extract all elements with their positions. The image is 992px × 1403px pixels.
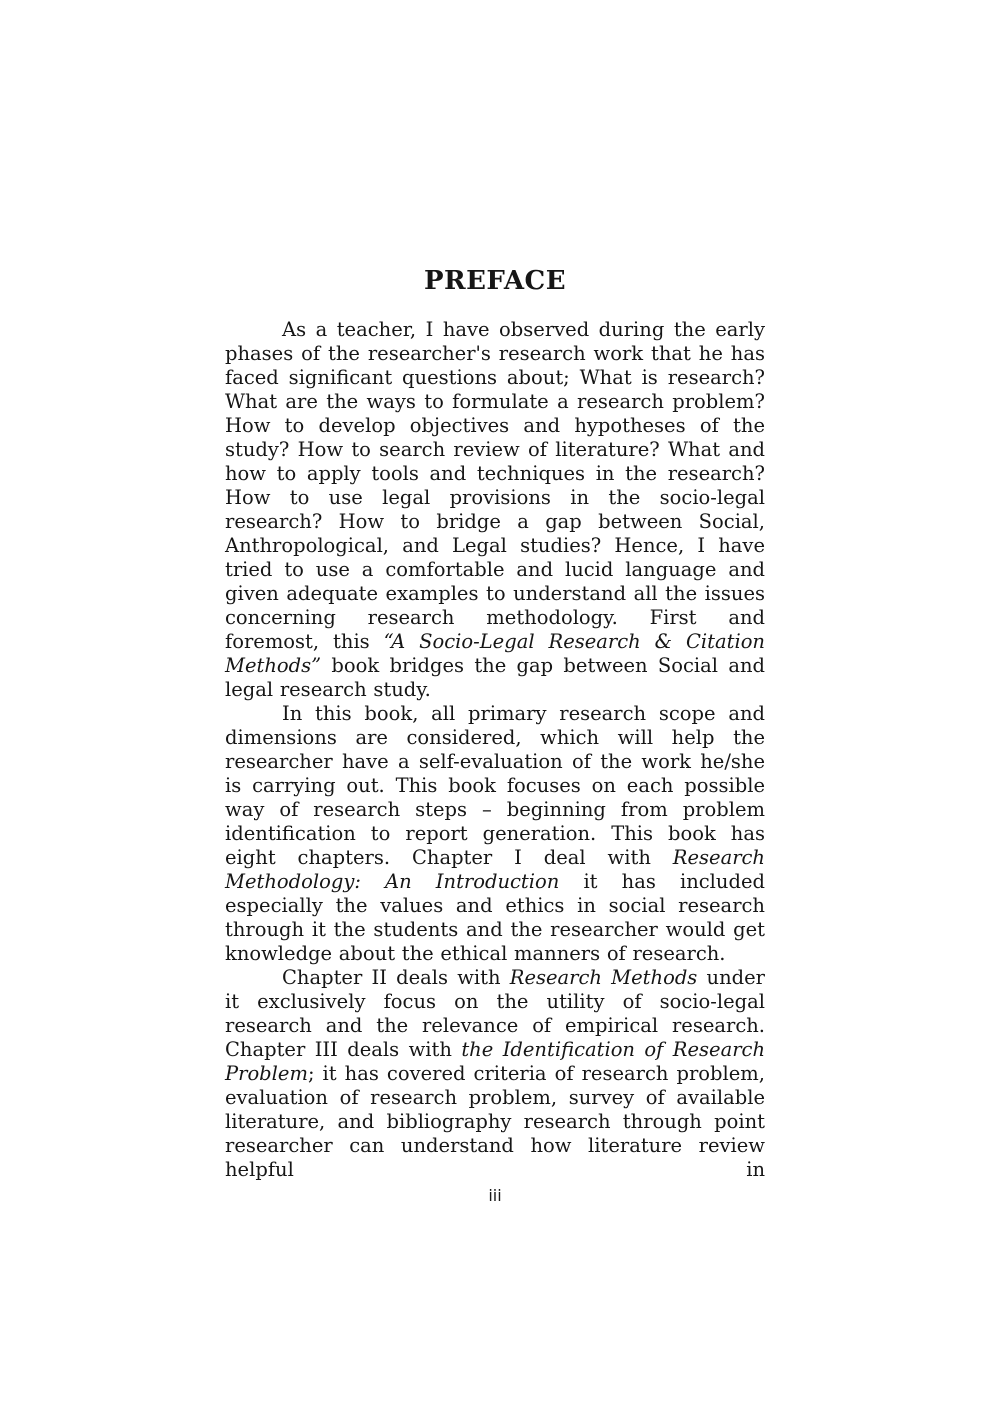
page-number: iii [488,1186,502,1205]
text-run: As a teacher, I have observed during the early phases of the researcher's research work that he has faced significant questions about; What is research? What are the ways to formulate a research problem? How to develop objectives and hypotheses of the study? How to search review of literature? What and how to apply tools and techniques in the research? How to use legal provisions in the socio-legal research? How to bridge a gap between Social, Anthropological, and Legal studies? Hence, I have tried to use a comfortable and lucid language and given adequate examples to understand all the issues concerning research methodology. First and foremost, this [225,318,765,653]
page-content [225,266,765,1182]
italic-text-run: “A Socio-Legal Research & Citation Methods” [225,630,765,677]
preface-body [225,318,765,1182]
paragraph [225,318,765,702]
text-run: under it exclusively focus on the utility of socio-legal research and the relevance of empirical research. Chapter III deals with [225,966,765,1061]
italic-text-run: Research Methods [509,966,698,989]
italic-text-run: the Identification of Research Problem [225,1038,766,1085]
text-run: book bridges the gap between Social and legal research study. [225,654,765,701]
page-title: PREFACE [423,266,567,296]
text-run: In this book, all primary research scope and dimensions are considered, which will help the researcher have a self-evaluation of the work he/she is carrying out. This book focuses on each possible way of research steps – beginning from problem identification to report generation. This book has eight chapters. Chapter I deal with [225,702,765,869]
paragraph [225,702,765,966]
text-run: ; it has covered criteria of research problem, evaluation of research problem, survey of available literature, and bibliography research through point researcher can understand how literature review helpful in [225,1062,765,1181]
italic-text-run: Research Methodology: An Introduction [225,846,765,893]
text-run: it has included especially the values and ethics in social research through it the students and the researcher would get knowledge about the ethical manners of research. [225,870,765,965]
text-run: Chapter II deals with [282,966,510,989]
paragraph [225,966,765,1182]
